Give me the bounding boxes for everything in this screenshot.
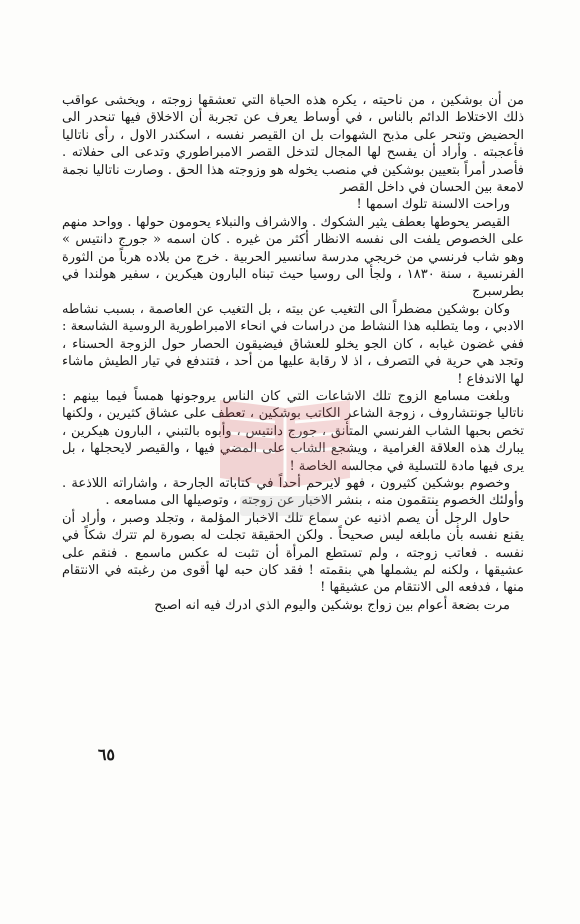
paragraph-8: مرت بضعة أعوام بين زواج بوشكين واليوم الذي ادرك فيه انه اصبح (154, 597, 510, 613)
paragraph-7: حاول الرجل أن يصم اذنيه عن سماع تلك الاخبار المؤلمة ، وتجلد وصبر ، وأراد أن يقنع نفسه بأن مابلغه ليس صحيحاً . ولكن الحقيقة تجلت له بصورة لم تترك شكاً في نفسه . فعاتب زوجته ، ولم تستطع المرأة أن تثبت له عكس ماسمع . فنقم على عشيقها ، ولكنه لم يشملها هي بنقمته ! فقد كان حبه لها أقوى من رغبته في الانتقام منها ، فدفعه الى الانتقام من عشيقها ! (62, 510, 524, 596)
paragraph-5: وبلغت مسامع الزوج تلك الاشاعات التي كان الناس يروجونها همساً فيما بينهم : ناتاليا جونتشاروف ، زوجة الشاعر الكاتب بوشكين ، تعطف على عشاق كثيرين ، ولكنها تخص بحبها الشاب الفرنسي المتأنق ، جورج دانتيس ، وأبوه بالتبني ، البارون هيكرين ، يبارك هذه العلاقة الغرامية ، ويشجع الشاب على المضي فيها ، والقيصر لايحجلها ، بل يرى فيها مادة للتسلية في مجالسه الخاصة ! (62, 388, 524, 474)
paragraph-3: القيصر يحوطها بعطف يثير الشكوك . والاشراف والنبلاء يحومون حولها . وواحد منهم على الخصوص يلفت الى نفسه الانظار أكثر من غيره . كان اسمه « جورج دانتيس » وهو شاب فرنسي من خريجي مدرسة سانسير الحربية . خرج من بلاده هرباً من الثورة الفرنسية ، سنة ١٨٣٠ ، ولجأ الى روسيا حيث تبناه البارون هيكرين ، سفير هولندا في بطرسبرج (62, 214, 524, 300)
paragraph-4: وكان بوشكين مضطراً الى التغيب عن بيته ، بل التغيب عن العاصمة ، بسبب نشاطه الادبي ، وما يتطلبه هذا النشاط من دراسات في انحاء الامبراطورية الروسية الشاسعة : ففي غضون غيابه ، كان الجو يخلو للعشاق فيضيقون الحصار حول الزوجة الحسناء ، وتجد هي حرية في التصرف ، اذ لا رقابة عليها من أحد ، فتندفع في تيار الطيش ماشاء لها الاندفاع ! (62, 301, 524, 387)
paragraph-6: وخصوم بوشكين كثيرون ، فهو لايرحم أحداً في كتاباته الجارحة ، واشاراته اللاذعة . وأولئك الخصوم ينتقمون منه ، بنشر الاخبار عن زوجته ، وتوصيلها الى مسامعه . (62, 475, 524, 509)
paragraph-1: من أن بوشكين ، من ناحيته ، يكره هذه الحياة التي تعشقها زوجته ، ويخشى عواقب ذلك الاختلاط الدائم بالناس ، في أوساط يعرف عن تجربة أن الاخلاق فيها تنحدر الى الحضيض وتنحر على مذبح الشهوات بل ان القيصر نفسه ، اسكندر الاول ، رأى ناتاليا فأعجبته . وأراد أن يفسح لها المجال لتدخل القصر الامبراطوري وتدعى الى حفلاته . فأصدر أمراً بتعيين بوشكين في منصب يخوله هو وزوجته هذا الحق . وصارت ناتاليا نجمة لامعة بين الحسان في داخل القصر (62, 93, 524, 196)
page-number: ٦٥ (97, 745, 115, 764)
paragraph-2: وراحت الالسنة تلوك اسمها ! (356, 197, 510, 213)
body-text (62, 92, 524, 614)
